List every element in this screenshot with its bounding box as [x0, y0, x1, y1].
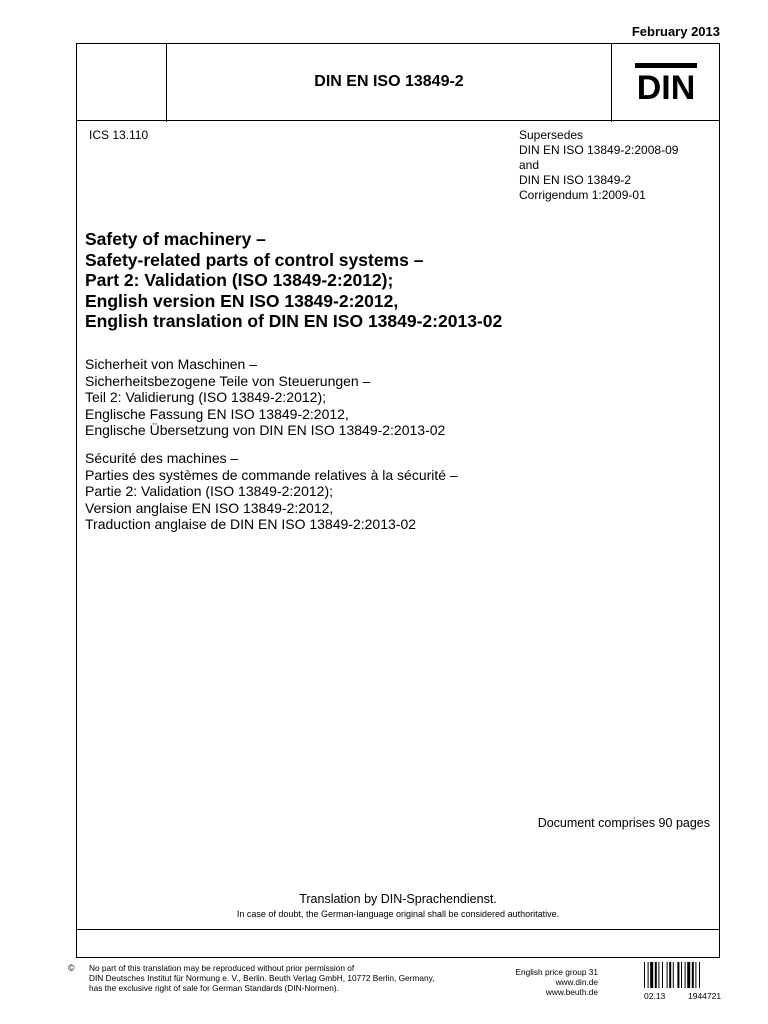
barcode [644, 962, 720, 988]
german-title-line: Englische Fassung EN ISO 13849-2:2012, [85, 405, 349, 422]
supersedes-line: Corrigendum 1:2009-01 [519, 188, 646, 202]
english-title-line: Safety of machinery – [85, 229, 266, 249]
footer-divider [77, 929, 719, 930]
copyright-notice [89, 963, 509, 993]
page-count: Document comprises 90 pages [537, 816, 710, 830]
french-title-line: Traduction anglaise de DIN EN ISO 13849-2:2013-02 [85, 516, 417, 532]
supersedes-block [519, 128, 678, 203]
copyright-line: No part of this translation may be reproduced without prior permission of [89, 963, 355, 973]
german-title-line: Sicherheitsbezogene Teile von Steuerungen – [85, 372, 371, 389]
german-title-line: Teil 2: Validierung (ISO 13849-2:2012); [85, 389, 326, 405]
price-group: English price group 31 [515, 967, 598, 977]
copyright-line: has the exclusive right of sale for German Standards (DIN-Normen). [89, 983, 339, 993]
english-title [85, 229, 502, 332]
french-title-line: Version anglaise EN ISO 13849-2:2012, [85, 499, 334, 516]
english-title-line: English translation of DIN EN ISO 13849-2:2013-02 [85, 311, 503, 331]
supersedes-line: Supersedes [519, 128, 584, 142]
issue-date: February 2013 [631, 24, 720, 39]
french-title-line: Partie 2: Validation (ISO 13849-2:2012); [85, 483, 334, 499]
french-title [85, 450, 458, 533]
din-website-link[interactable]: www.din.de [555, 977, 598, 987]
supersedes-line: and [519, 158, 540, 172]
copyright-line: DIN Deutsches Institut für Normung e. V., Berlin. Beuth Verlag GmbH, 10772 Berlin, Germany, [89, 973, 435, 983]
authority-note: In case of doubt, the German-language original shall be considered authoritative. [236, 909, 560, 919]
barcode-number: 1944721 [688, 991, 722, 1001]
copyright-icon: © [68, 963, 75, 973]
french-title-line: Sécurité des machines – [85, 450, 239, 466]
english-title-line: Safety-related parts of control systems – [85, 249, 424, 270]
beuth-website-link[interactable]: www.beuth.de [545, 987, 598, 997]
english-title-line: Part 2: Validation (ISO 13849-2:2012); [85, 270, 394, 290]
din-logo-text: DIN [636, 69, 696, 102]
supersedes-line: DIN EN ISO 13849-2:2008-09 [519, 143, 679, 157]
french-title-line: Parties des systèmes de commande relatives à la sécurité – [85, 466, 458, 483]
english-title-line: English version EN ISO 13849-2:2012, [85, 290, 399, 311]
german-title-line: Sicherheit von Maschinen – [85, 356, 257, 372]
german-title [85, 356, 445, 439]
barcode-date: 02.13 [644, 991, 666, 1001]
german-title-line: Englische Übersetzung von DIN EN ISO 13849-2:2013-02 [85, 422, 446, 438]
price-block [478, 967, 598, 997]
din-logo [612, 43, 720, 121]
standard-number: DIN EN ISO 13849-2 [314, 73, 464, 90]
supersedes-line: DIN EN ISO 13849-2 [519, 173, 632, 187]
translation-note: Translation by DIN-Sprachendienst. [299, 892, 497, 906]
din-logo-mark [634, 62, 698, 102]
ics-code: ICS 13.110 [89, 128, 149, 142]
